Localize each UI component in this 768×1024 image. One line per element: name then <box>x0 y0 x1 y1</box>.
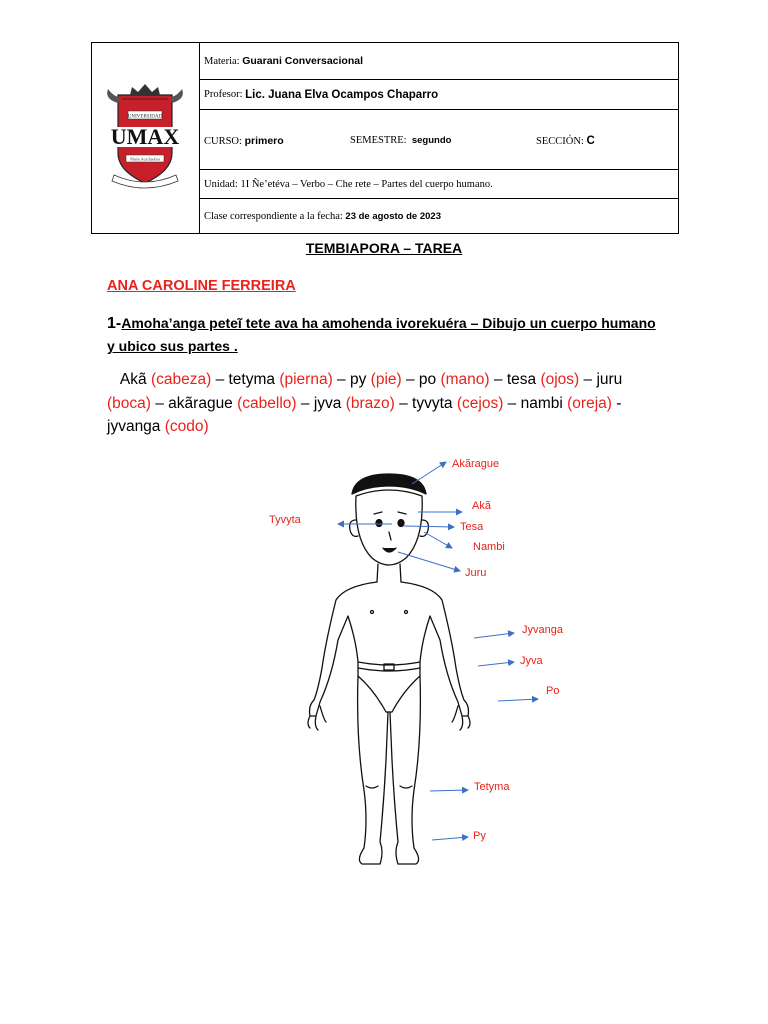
vocab-spanish: (cabeza) <box>150 371 212 388</box>
seccion-label: SECCIÓN: <box>536 136 584 147</box>
vocab-spanish: (pierna) <box>279 371 333 388</box>
vocab-list: Akã (cabeza) – tetyma (pierna) – py (pie) – po (mano) – tesa (ojos) – juru (boca) – akãrague (cabello) – jyva (brazo) – tyvyta (cejos) – nambi (oreja) - jyvanga (codo) <box>107 371 623 435</box>
vocab-guarani: py <box>349 371 367 388</box>
vocab-guarani: jyva <box>313 394 342 412</box>
vocab-spanish: (oreja) <box>567 394 612 412</box>
vocab-guarani: tesa <box>506 371 537 388</box>
semestre-label: SEMESTRE: <box>350 135 407 146</box>
label-tesa: Tesa <box>460 521 484 533</box>
logo-ribbon-top: UNIVERSIDAD <box>127 114 163 120</box>
student-name: ANA CAROLINE FERREIRA <box>107 278 296 294</box>
label-jyva: Jyva <box>520 655 543 667</box>
curso-label: CURSO: <box>204 136 242 147</box>
semestre-value: segundo <box>411 135 452 146</box>
label-akarague: Akãrague <box>452 458 500 470</box>
profesor-label: Profesor: <box>204 89 243 100</box>
vocab-guarani: juru <box>596 371 623 388</box>
logo-brand-text: UMAX <box>110 124 180 149</box>
clase-label: Clase correspondiente a la fecha: <box>204 210 343 222</box>
question-text: Amoha’anga peteĩ tete ava ha amohenda ivorekuéra – Dibujo un cuerpo humano y ubico sus partes . <box>107 315 656 354</box>
label-tyvyta: Tyvyta <box>269 514 301 526</box>
vocab-guarani: tetyma <box>228 371 276 388</box>
vocab-guarani: po <box>418 371 437 388</box>
page-title: TEMBIAPORA – TAREA <box>305 240 463 256</box>
label-tetyma: Tetyma <box>474 781 510 793</box>
label-jyvanga: Jyvanga <box>522 624 563 636</box>
vocab-spanish: (mano) <box>440 371 490 388</box>
materia-label: Materia: <box>204 55 240 67</box>
vocab-guarani: tyvyta <box>412 394 453 412</box>
logo-ribbon-bottom: María Auxiliadora <box>130 156 160 162</box>
clase-value: 23 de agosto de 2023 <box>345 210 441 222</box>
curso-value: primero <box>244 135 284 147</box>
vocab-spanish: (cabello) <box>237 394 297 412</box>
vocab-spanish: (cejos) <box>456 394 504 412</box>
vocab-guarani: Akã <box>119 371 147 388</box>
vocab-guarani: jyvanga <box>107 418 161 435</box>
vocab-guarani: akãrague <box>168 394 233 412</box>
vocab-spanish: (boca) <box>107 394 151 412</box>
vocab-spanish: (ojos) <box>540 371 580 388</box>
vocab-guarani: nambi <box>520 394 563 412</box>
profesor-value: Lic. Juana Elva Ocampos Chaparro <box>245 88 439 101</box>
label-py: Py <box>473 830 486 842</box>
label-nambi: Nambi <box>473 541 505 553</box>
vocab-spanish: (codo) <box>164 418 209 435</box>
vocab-spanish: (brazo) <box>345 394 395 412</box>
question-number: 1- <box>107 315 122 332</box>
vocab-spanish: (pie) <box>370 371 402 388</box>
label-po: Po <box>546 685 560 697</box>
label-juru: Juru <box>465 567 487 579</box>
materia-value: Guarani Conversacional <box>242 55 363 67</box>
seccion-value: C <box>586 135 595 147</box>
unidad-text: Unidad: 1I Ñe’etéva – Verbo – Che rete – Partes del cuerpo humano. <box>204 178 493 190</box>
label-aka: Akã <box>472 500 491 512</box>
